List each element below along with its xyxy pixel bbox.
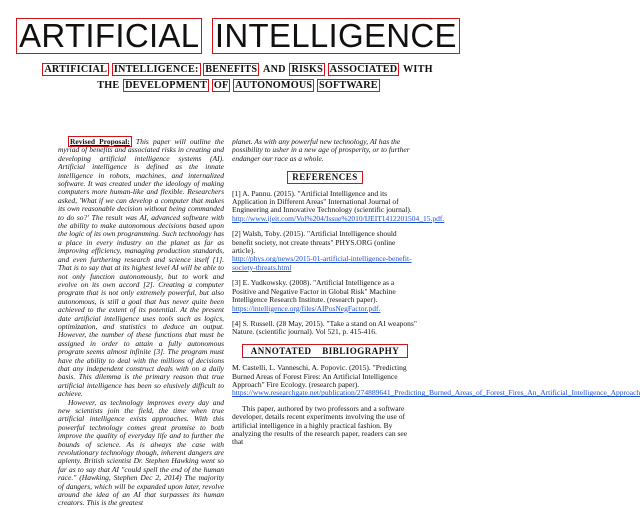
reference-text: [1] A. Pannu. (2015). "Artificial Intelligence and its Application in Different Areas" International Journal of Engineering and Innovative Technology (scientific journal).	[232, 188, 412, 215]
reference-item	[232, 188, 445, 224]
revised-proposal-heading: Revised Proposal:	[70, 137, 130, 146]
subtitle-word: DEVELOPMENT	[125, 80, 208, 91]
reference-link[interactable]: http://phys.org/news/2015-01-artificial-intelligence-benefit-society-threats.html	[232, 254, 412, 272]
subtitle-word: ARTIFICIAL	[44, 64, 108, 75]
subtitle-word: OF	[213, 80, 229, 91]
references-heading-wrap	[232, 171, 418, 183]
right-column	[232, 137, 640, 447]
subtitle-word: INTELLIGENCE:	[113, 64, 199, 75]
reference-text: [3] E. Yudkowsky. (2008). "Artificial Intelligence as a Positive and Negative Factor in Global Risk" Machine Intelligence Research Institute. (research paper).	[232, 278, 396, 305]
annotation-reference	[232, 363, 640, 398]
proposal-text-1: This paper will outline the myriad of benefits and associated risks in creating and developing artificial intelligence systems (AI). Artificial intelligence is defined as the innate intelligence in robots, machines, and internalized software. It was created under the ideology of making computers more human-like and flexible. Researchers asked, 'What if we can develop a computer that makes its own reasonable decision without being commanded to do so?' The result was AI, advanced software with the ability to make autonomous decisions based upon the logic of its own programming. Such technology has a place in every industry on the planet as far as improving efficiency, managing production standards, and even furthering research and science itself [1]. That is to say that at its highest level AI will be able to not only function autonomously, but to work and evolve on its own accord [2]. Creating a computer program that is not only extremely powerful, but also autonomous, is still a goal that has never quite been achieved to the extent of its potential. At the present date artificial intelligence uses tools such as logics, optimization, and statistics to deduce an output. However, the number of these functions that must be assigned in order to attain a fully autonomous program seems almost infinite [3]. The program must have the ability to deal with the millions of decisions that any independent construct deals with on a daily basis. This dilemma is the primary reason that true artificial intelligence has been so elusively difficult to achieve.	[58, 137, 225, 399]
reference-text: [4] S. Russell. (28 May, 2015). "Take a stand on AI weapons" Nature. (scientific journal). Vol 521, p. 415-416.	[232, 318, 417, 337]
bibliography-word: BIBLIOGRAPHY	[322, 345, 400, 356]
subtitle-word: ASSOCIATED	[329, 64, 398, 75]
title-word-intelligence: INTELLIGENCE	[212, 18, 460, 54]
reference-link[interactable]: http://www.ijeit.com/Vol%204/Issue%2010/IJEIT1412201504_15.pdf.	[232, 213, 445, 223]
subtitle-word: BENEFITS	[205, 64, 258, 75]
proposal-paragraph-2: However, as technology improves every day and new scientists join the field, the time when true artificial intelligence exists approaches. With this powerful technology comes great promise to both improve the quality of everyday life and to further the bounds of science. As is always the case with revolutionary technology though, inherent dangers are aplenty. British scientist Dr. Stephen Hawking went so far as to say that AI "could spell the end of the human race." (Hawking, Stephen Dec 2, 2014) The majority of dangers, which will be expanded upon later, revolve around the idea of an AI that surpasses its human creators. This is the greatest	[58, 397, 224, 508]
reference-link[interactable]: https://intelligence.org/files/AIPosNegFactor.pdf.	[232, 303, 381, 313]
subtitle-word: AND	[263, 64, 286, 75]
title-word-artificial: ARTIFICIAL	[16, 18, 202, 54]
references-heading: REFERENCES	[287, 171, 363, 183]
subtitle-word: WITH	[403, 64, 433, 75]
subtitle-word: SOFTWARE	[319, 80, 378, 91]
reference-item	[232, 320, 418, 337]
subtitle-word: THE	[97, 80, 120, 91]
reference-text: [2] Walsh, Toby. (2015). "Artificial Intelligence should benefit society, not create threats" PHYS.ORG (online article).	[232, 229, 397, 256]
reference-item	[232, 230, 418, 272]
annotated-bibliography-heading-wrap	[232, 344, 418, 358]
reference-item	[232, 279, 418, 313]
left-column	[58, 138, 224, 508]
subtitle-word: RISKS	[291, 64, 324, 75]
annotation-link[interactable]: https://www.researchgate.net/publication/274889641_Predicting_Burned_Areas_of_Forest_Fires_An_Artificial_Intelligence_Approach	[232, 388, 640, 398]
annotated-bibliography-heading	[242, 344, 408, 358]
document-title	[0, 18, 476, 54]
subtitle-word: AUTONOMOUS	[235, 80, 313, 91]
annotation-text: This paper, authored by two professors and a software developer, details recent experiments involving the use of artificial intelligence in a highly practical fashion. By analyzing the results of the research paper, readers can see that	[232, 403, 408, 447]
proposal-continuation: planet. As with any powerful new technology, AI has the possibility to usher in a new age of prosperity, or to further endanger our race as a whole.	[232, 137, 410, 163]
annotated-word: ANNOTATED	[250, 345, 312, 356]
proposal-paragraph-1	[58, 138, 224, 399]
annotation-citation: M. Castelli, L. Vanneschi, A. Popovic. (2015). "Predicting Burned Areas of Forest Fires: An Artificial Intelligence Approach" Fire Ecology. (research paper).	[232, 363, 407, 389]
document-subtitle	[40, 62, 436, 94]
